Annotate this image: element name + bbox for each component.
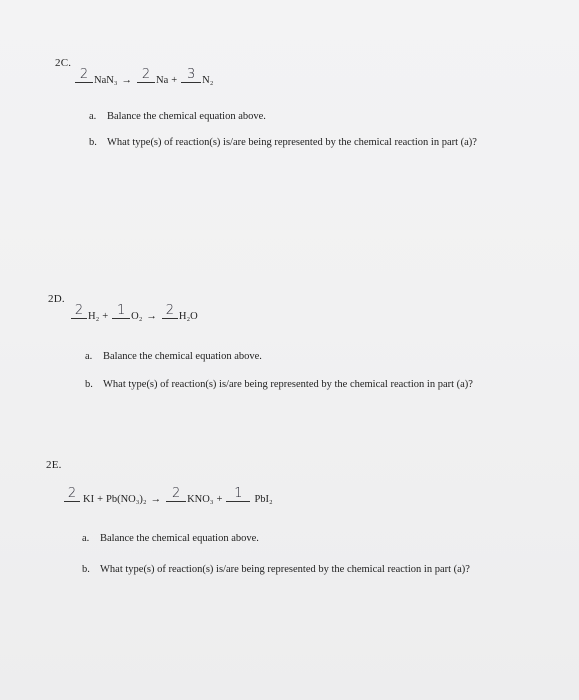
reaction-arrow-icon: → xyxy=(146,311,157,322)
coefficient-blank[interactable] xyxy=(75,68,93,83)
question-letter: a. xyxy=(89,111,97,122)
formula-term: Pb(NO₃)₂ xyxy=(106,494,147,505)
coefficient-blank[interactable] xyxy=(112,304,130,319)
question-letter: b. xyxy=(89,137,97,148)
problem-2c-equation xyxy=(74,68,213,86)
problem-2e-equation xyxy=(63,487,273,505)
problem-2e-question-b xyxy=(82,563,500,577)
plus-sign: + xyxy=(171,75,178,86)
coefficient-blank[interactable] xyxy=(71,304,87,319)
question-letter: b. xyxy=(82,564,90,575)
coefficient-blank[interactable] xyxy=(162,304,178,319)
coefficient-blank[interactable] xyxy=(166,487,186,502)
formula-term: KNO₃ xyxy=(187,494,214,505)
question-letter: a. xyxy=(85,351,93,362)
problem-2d-equation xyxy=(70,304,198,322)
coefficient-blank[interactable] xyxy=(137,68,155,83)
reaction-arrow-icon: → xyxy=(150,494,162,505)
question-text: What type(s) of reaction(s) is/are being represented by the chemical reaction in part (a)? xyxy=(107,137,477,148)
plus-sign: + xyxy=(97,494,104,505)
reaction-arrow-icon: → xyxy=(121,75,132,86)
problem-2c-label: 2C. xyxy=(55,57,72,69)
question-text: Balance the chemical equation above. xyxy=(103,351,262,362)
handwritten-coefficient: 1 xyxy=(117,303,126,318)
problem-2d-question-b xyxy=(85,378,503,392)
plus-sign: + xyxy=(102,311,109,322)
problem-2e-label: 2E. xyxy=(46,459,62,471)
handwritten-coefficient: 3 xyxy=(187,67,196,82)
handwritten-coefficient: 2 xyxy=(67,486,77,501)
problem-2e-question-a xyxy=(82,532,500,546)
formula-term: H₂ xyxy=(88,311,100,322)
handwritten-coefficient: 2 xyxy=(74,303,84,318)
handwritten-coefficient: 2 xyxy=(171,486,181,501)
handwritten-coefficient: 2 xyxy=(165,303,175,318)
handwritten-coefficient: 2 xyxy=(141,67,151,82)
question-text: Balance the chemical equation above. xyxy=(100,533,259,544)
formula-term: Na xyxy=(156,75,169,86)
formula-term: KI xyxy=(83,494,95,505)
problem-2c-question-a xyxy=(89,110,507,124)
problem-2d-label: 2D. xyxy=(48,293,65,305)
problem-2d-question-a xyxy=(85,350,503,364)
handwritten-coefficient: 1 xyxy=(234,486,243,501)
question-letter: b. xyxy=(85,379,93,390)
question-text: Balance the chemical equation above. xyxy=(107,111,266,122)
question-text: What type(s) of reaction(s) is/are being represented by the chemical reaction in part (a)? xyxy=(100,564,470,575)
handwritten-coefficient: 2 xyxy=(79,67,89,82)
coefficient-blank[interactable] xyxy=(64,487,80,502)
plus-sign: + xyxy=(216,494,223,505)
coefficient-blank[interactable] xyxy=(226,487,250,502)
problem-2c-question-b xyxy=(89,136,507,150)
coefficient-blank[interactable] xyxy=(181,68,201,83)
formula-term: N₂ xyxy=(202,75,214,86)
question-text: What type(s) of reaction(s) is/are being represented by the chemical reaction in part (a)? xyxy=(103,379,473,390)
formula-term: NaN₃ xyxy=(94,75,118,86)
question-letter: a. xyxy=(82,533,90,544)
formula-term: O₂ xyxy=(131,311,143,322)
formula-term: PbI₂ xyxy=(254,494,273,505)
formula-term: H₂O xyxy=(178,311,198,322)
